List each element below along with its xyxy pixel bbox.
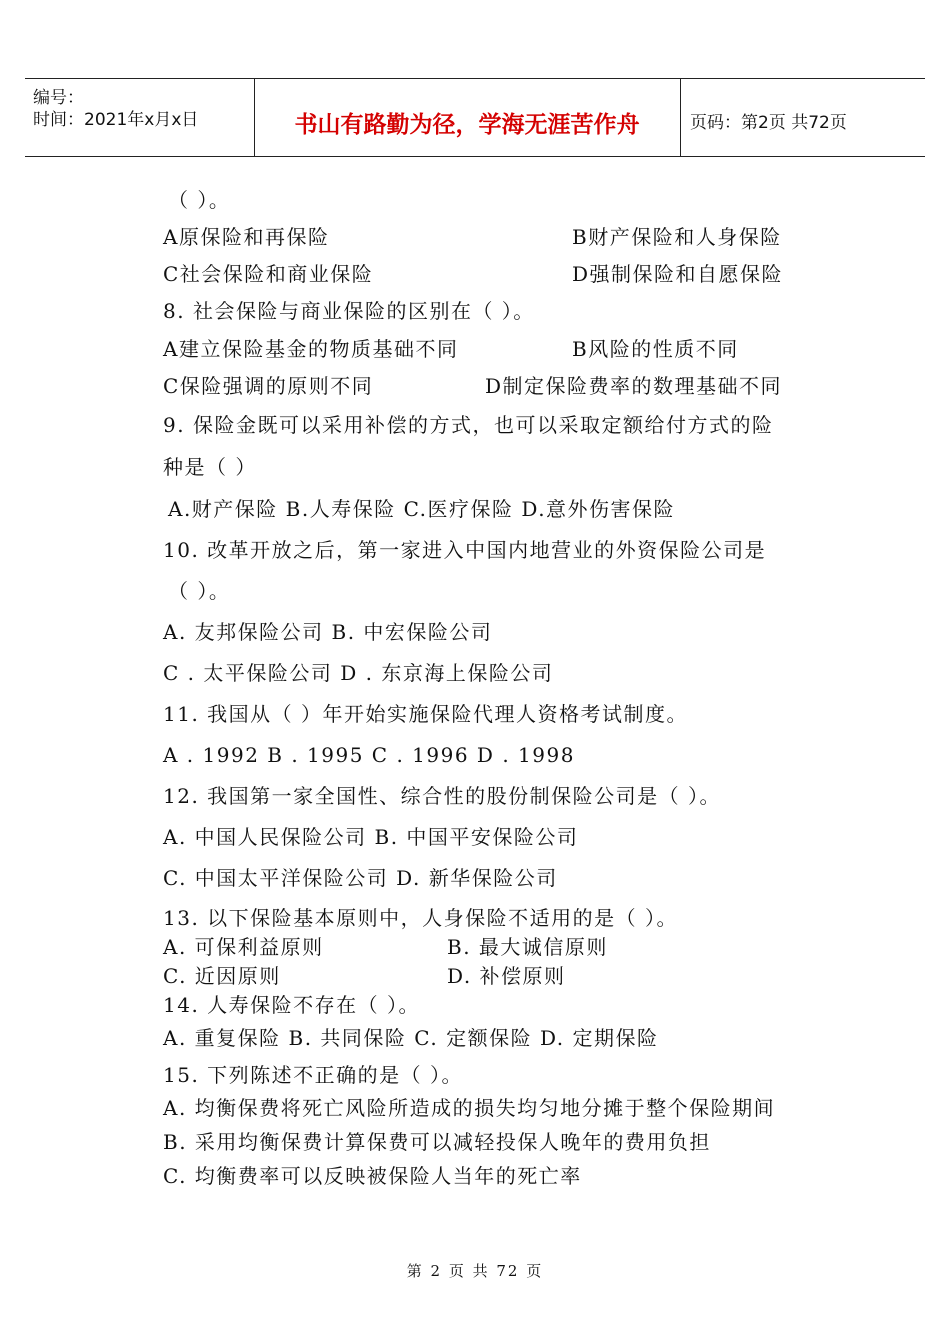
option-line: D强制保险和自愿保险 (572, 262, 784, 286)
option-line: A建立保险基金的物质基础不同 (163, 337, 459, 361)
question-line: 13. 以下保险基本原则中，人身保险不适用的是（ ）。 (163, 906, 679, 930)
text-line: （ ）。 (168, 579, 231, 603)
header-motto: 书山有路勤为径，学海无涯苦作舟 (294, 112, 640, 138)
header-page-info: 页码：第2页 共72页 (690, 113, 847, 133)
option-line: A. 可保利益原则 (163, 935, 324, 959)
option-line: B财产保险和人身保险 (572, 225, 782, 249)
option-line: C. 均衡费率可以反映被保险人当年的死亡率 (163, 1164, 582, 1188)
option-line: C . 太平保险公司 D . 东京海上保险公司 (163, 661, 554, 685)
option-line: C. 中国太平洋保险公司 D. 新华保险公司 (163, 866, 558, 890)
question-line: 11. 我国从（ ）年开始实施保险代理人资格考试制度。 (163, 702, 689, 726)
text-line: （ ）。 (168, 188, 231, 212)
question-line: 10. 改革开放之后，第一家进入中国内地营业的外资保险公司是 (163, 538, 767, 562)
question-line: 9. 保险金既可以采用补偿的方式，也可以采取定额给付方式的险 (163, 413, 774, 437)
option-line: B风险的性质不同 (572, 337, 739, 361)
page-footer: 第 2 页 共 72 页 (406, 1262, 544, 1280)
option-line: A原保险和再保险 (163, 225, 330, 249)
question-line: 8. 社会保险与商业保险的区别在（ ）。 (163, 299, 535, 323)
option-line: C. 近因原则 (163, 964, 281, 988)
option-line: D. 补偿原则 (447, 964, 566, 988)
option-line: A. 均衡保费将死亡风险所造成的损失均匀地分摊于整个保险期间 (163, 1096, 776, 1120)
option-line: A . 1992 B . 1995 C . 1996 D . 1998 (163, 743, 575, 767)
number-label: 编号： (33, 88, 84, 108)
question-line: 14. 人寿保险不存在（ ）。 (163, 993, 421, 1017)
option-line: B. 采用均衡保费计算保费可以减轻投保人晚年的费用负担 (163, 1130, 711, 1154)
option-line: B. 最大诚信原则 (447, 935, 608, 959)
option-line: C社会保险和商业保险 (163, 262, 374, 286)
question-line: 种是（ ） (163, 455, 257, 479)
option-line: A. 重复保险 B. 共同保险 C. 定额保险 D. 定期保险 (163, 1026, 659, 1050)
question-line: 15. 下列陈述不正确的是（ ）。 (163, 1063, 464, 1087)
option-line: A. 友邦保险公司 B. 中宏保险公司 (163, 620, 493, 644)
option-line: A. 中国人民保险公司 B. 中国平安保险公司 (163, 825, 579, 849)
question-line: 12. 我国第一家全国性、综合性的股份制保险公司是（ ）。 (163, 784, 722, 808)
option-line: D制定保险费率的数理基础不同 (485, 374, 783, 398)
time-label: 时间：2021年x月x日 (33, 110, 199, 130)
option-line: A.财产保险 B.人寿保险 C.医疗保险 D.意外伤害保险 (168, 497, 676, 521)
option-line: C保险强调的原则不同 (163, 374, 374, 398)
